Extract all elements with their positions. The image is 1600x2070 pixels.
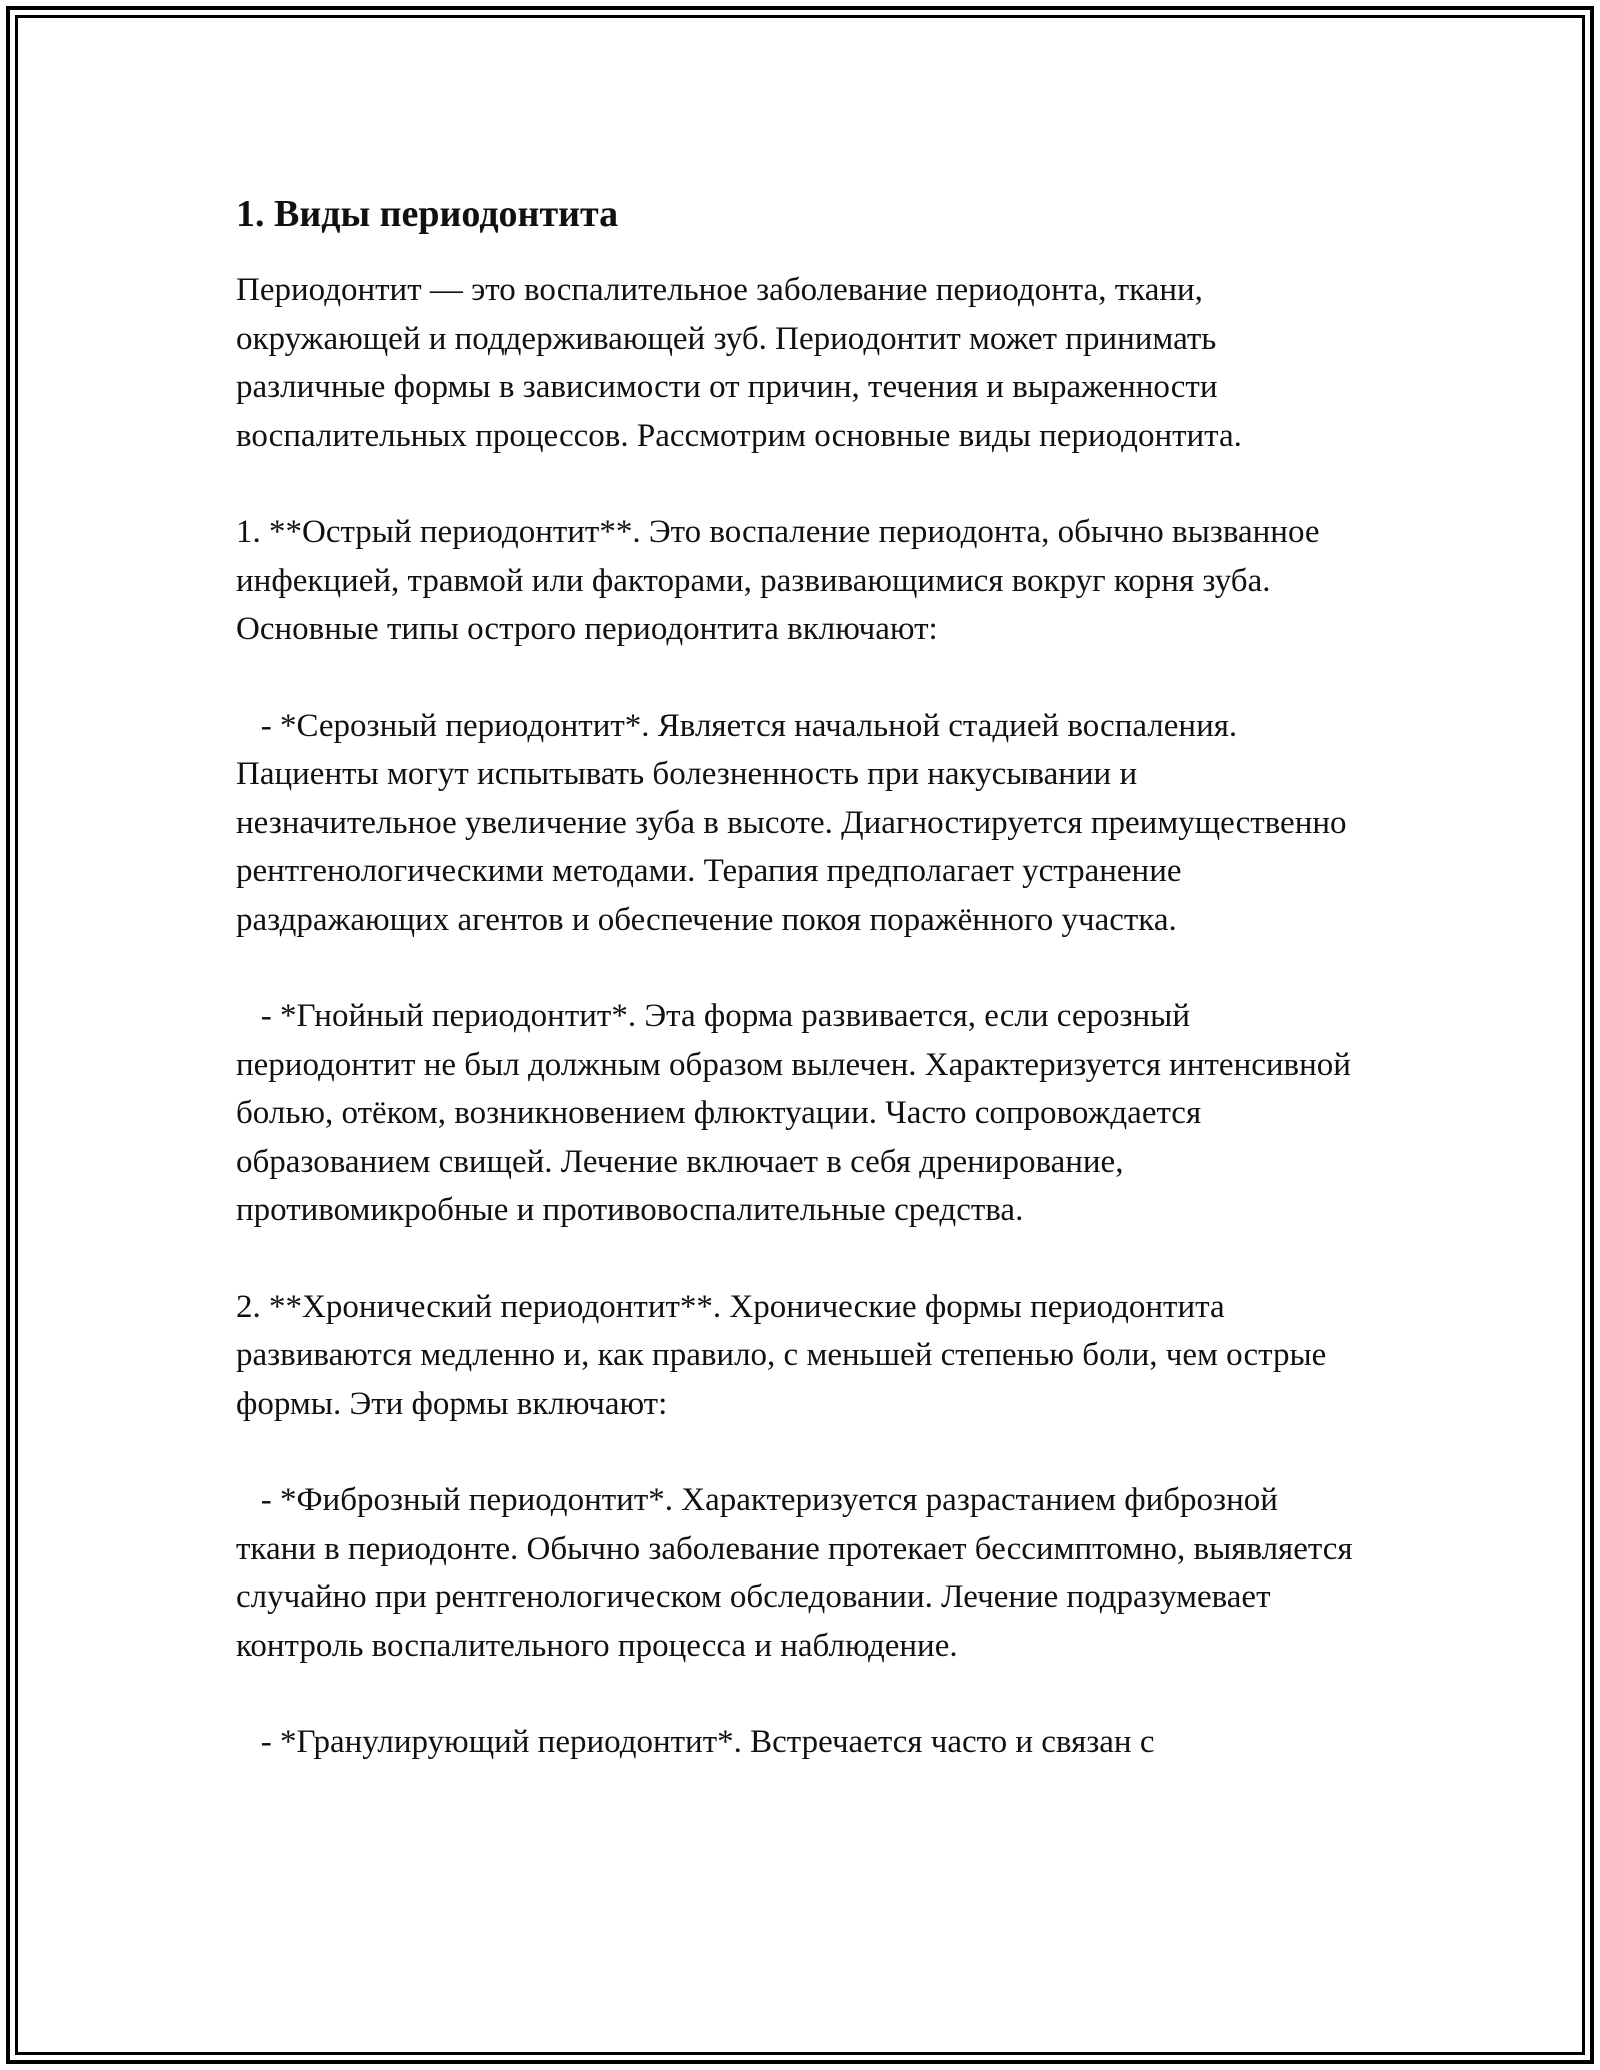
granulating-periodontitis-paragraph: - *Гранулирующий периодонтит*. Встречается часто и связан с	[236, 1724, 1155, 1760]
purulent-periodontitis-paragraph: - *Гнойный периодонтит*. Эта форма развивается, если серозный периодонтит не был должным образом вылечен. Характеризуется интенсивной болью, отёком, возникновением флюктуации. Часто сопровождается образованием свищей. Лечение включает в себя дренирование, противомикробные и противовоспалительные средства.	[236, 998, 1360, 1228]
serous-periodontitis-paragraph: - *Серозный периодонтит*. Является начальной стадией воспаления. Пациенты могут испытывать болезненность при накусывании и незначительное увеличение зуба в высоте. Диагностируется преимущественно рентгенологическими методами. Терапия предполагает устранение раздражающих агентов и обеспечение покоя поражённого участка.	[236, 707, 1355, 938]
section-heading: 1. Виды периодонтита	[236, 193, 619, 235]
document-body	[236, 186, 1366, 1767]
fibrous-periodontitis-paragraph: - *Фиброзный периодонтит*. Характеризуется разрастанием фиброзной ткани в периодонте. Обычно заболевание протекает бессимптомно, выявляется случайно при рентгенологическом обследовании. Лечение подразумевает контроль воспалительного процесса и наблюдение.	[236, 1482, 1361, 1664]
intro-paragraph: Периодонтит — это воспалительное заболевание периодонта, ткани, окружающей и поддерживающей зуб. Периодонтит может принимать различные формы в зависимости от причин, течения и выраженности воспалительных процессов. Рассмотрим основные виды периодонтита.	[236, 272, 1242, 454]
chronic-periodontitis-paragraph: 2. **Хронический периодонтит**. Хронические формы периодонтита развиваются медленно и, как правило, с меньшей степенью боли, чем острые формы. Эти формы включают:	[236, 1288, 1335, 1422]
acute-periodontitis-paragraph: 1. **Острый периодонтит**. Это воспаление периодонта, обычно вызванное инфекцией, травмой или факторами, развивающимися вокруг корня зуба. Основные типы острого периодонтита включают:	[236, 514, 1328, 647]
